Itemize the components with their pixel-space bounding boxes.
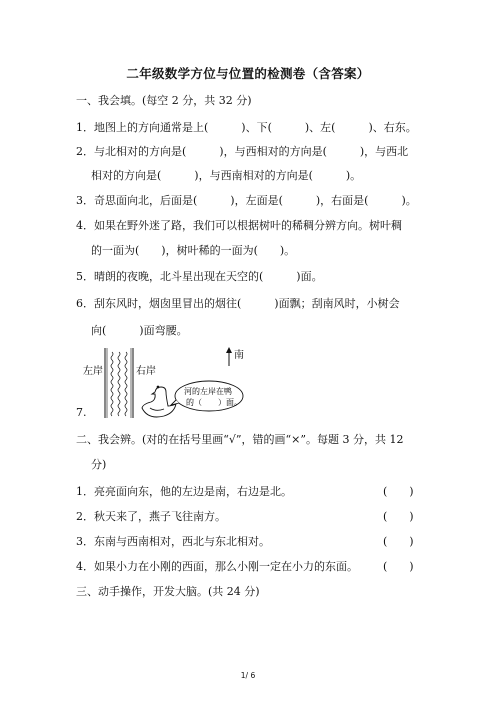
river-duck-figure (80, 344, 280, 424)
question-5: 5．晴朗的夜晚，北斗星出现在天空的( )面。 (76, 270, 323, 283)
judge-item-text: 1．亮亮面向东，他的左边是南，右边是北。 (76, 485, 292, 498)
bubble-text-line1: 河的左岸在鸭 (184, 387, 232, 396)
judge-item (76, 510, 436, 524)
question-6-line1: 6．刮东风时，烟囱里冒出的烟往( )面飘；刮南风时，小树会 (76, 297, 400, 310)
judge-item (76, 560, 436, 574)
answer-paren: ( ) (383, 485, 414, 498)
question-4-line2: 的一面为( )，树叶稀的一面为( )。 (91, 244, 296, 257)
question-4-line1: 4．如果在野外迷了路，我们可以根据树叶的稀稠分辨方向。树叶稠 (76, 219, 402, 232)
judge-item-text: 2．秋天来了，燕子飞往南方。 (76, 510, 226, 523)
answer-paren: ( ) (383, 510, 414, 523)
judge-item-text: 3．东南与西南相对，西北与东北相对。 (76, 535, 270, 548)
section2-heading-line1: 二、我会辨。(对的在括号里画“√”，错的画“×”。每题 3 分，共 12 (76, 433, 404, 446)
judge-item (76, 535, 436, 549)
bubble-text-line2: 的（ ）面。 (186, 398, 242, 407)
left-bank-label: 左岸 (83, 366, 103, 377)
question-1: 1．地图上的方向通常是上( )、下( )、左( )、右东。 (76, 121, 417, 134)
question-2-line1: 2．与北相对的方向是( )，与西相对的方向是( )，与西北 (76, 145, 409, 158)
river-waves (111, 352, 127, 416)
answer-paren: ( ) (383, 535, 414, 548)
arrow-label: 南 (234, 350, 244, 361)
page-title: 二年级数学方位与位置的检测卷（含答案） (126, 66, 370, 81)
answer-paren: ( ) (383, 560, 414, 573)
question-3: 3．奇思面向北，后面是( )，左面是( )，右面是( )。 (76, 194, 417, 207)
right-bank-label: 右岸 (136, 366, 156, 377)
page-number: 1/ 6 (240, 671, 256, 680)
arrow-head-icon (226, 347, 232, 353)
section2-heading-line2: 分) (91, 458, 107, 471)
section3-heading: 三、动手操作，开发大脑。(共 24 分) (76, 585, 260, 598)
judge-item-text: 4．如果小力在小刚的西面，那么小刚一定在小力的东面。 (76, 560, 358, 573)
question-7-number: 7. (76, 406, 87, 419)
judge-item (76, 485, 436, 499)
question-2-line2: 相对的方向是( )，与西南相对的方向是( )。 (91, 169, 362, 182)
duck-icon (142, 386, 176, 417)
question-6-line2: 向( )面弯腰。 (91, 324, 188, 337)
section1-heading: 一、我会填。(每空 2 分，共 32 分) (76, 94, 252, 107)
